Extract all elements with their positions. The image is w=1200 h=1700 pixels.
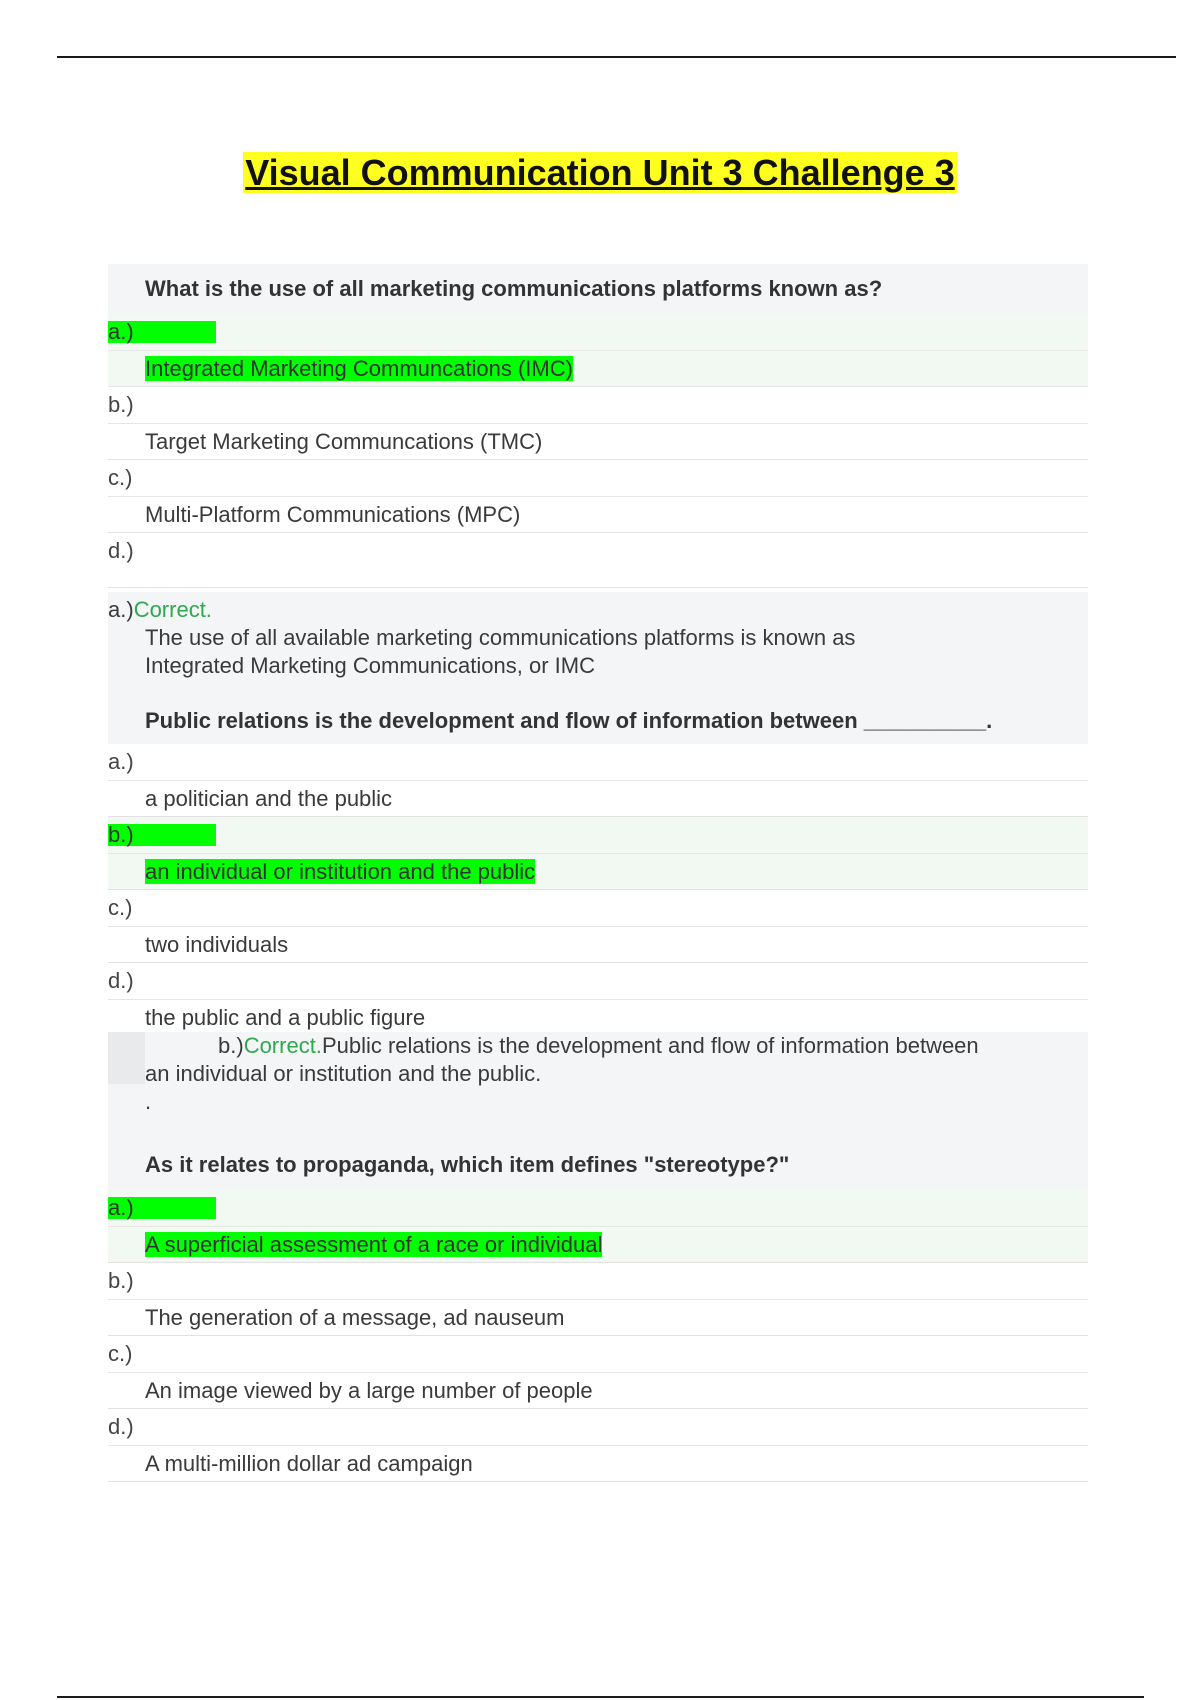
option-a[interactable] [108,744,1088,817]
question-2 [108,704,1088,1036]
option-letter: b.) [108,392,134,417]
option-letter: a.) [108,321,216,343]
page-title [0,152,1200,194]
question-stem: Public relations is the development and flow of information between __________. [108,704,1088,744]
option-text: An image viewed by a large number of people [145,1378,593,1403]
feedback-line: Public relations is the development and flow of information between [321,1033,979,1058]
option-b[interactable] [108,387,1088,460]
option-d[interactable] [108,963,1088,1036]
option-text: an individual or institution and the public [145,859,536,884]
option-c[interactable] [108,460,1088,533]
option-text: The generation of a message, ad nauseum [145,1305,565,1330]
option-a[interactable] [108,314,1088,387]
option-text: Multi-Platform Communications (MPC) [145,502,521,527]
option-c[interactable] [108,1336,1088,1409]
option-letter: d.) [108,538,134,563]
feedback-correct: Correct. [133,597,212,622]
title-text: Visual Communication Unit 3 Challenge 3 [245,152,955,193]
option-letter: c.) [108,465,133,490]
header-rule [57,56,1176,58]
option-letter: d.) [108,968,134,993]
option-letter: b.) [108,824,216,846]
option-letter: c.) [108,895,133,920]
option-text: Target Marketing Communcations (TMC) [145,429,543,454]
option-c[interactable] [108,890,1088,963]
option-text: A superficial assessment of a race or individual [145,1232,603,1257]
feedback-line: Integrated Marketing Communications, or IMC [145,653,595,678]
feedback-prefix: a.) [108,597,134,622]
option-letter: a.) [108,1197,216,1219]
question-3 [108,1140,1088,1482]
question-stem: As it relates to propaganda, which item defines "stereotype?" [108,1140,1088,1190]
option-letter: c.) [108,1341,133,1366]
option-text: two individuals [145,932,289,957]
option-text: Integrated Marketing Communcations (IMC) [145,356,573,381]
option-b[interactable] [108,1263,1088,1336]
option-text: a politician and the public [145,786,393,811]
question-1 [108,264,1088,588]
question-stem: What is the use of all marketing communications platforms known as? [108,264,1088,314]
option-b[interactable] [108,817,1088,890]
option-letter: d.) [108,1414,134,1439]
option-letter: b.) [108,1268,134,1293]
feedback-line: . [145,1089,152,1114]
footer-rule [57,1696,1144,1698]
option-text: A multi-million dollar ad campaign [145,1451,473,1476]
option-letter: a.) [108,749,134,774]
option-text: the public and a public figure [145,1005,426,1030]
feedback-correct: Correct. [243,1033,322,1058]
feedback-line: The use of all available marketing communications platforms is known as [145,625,856,650]
feedback-prefix: b.) [218,1033,244,1058]
feedback-line: an individual or institution and the public. [145,1061,542,1086]
option-d[interactable] [108,1409,1088,1482]
option-a[interactable] [108,1190,1088,1263]
option-d[interactable] [108,533,1088,588]
